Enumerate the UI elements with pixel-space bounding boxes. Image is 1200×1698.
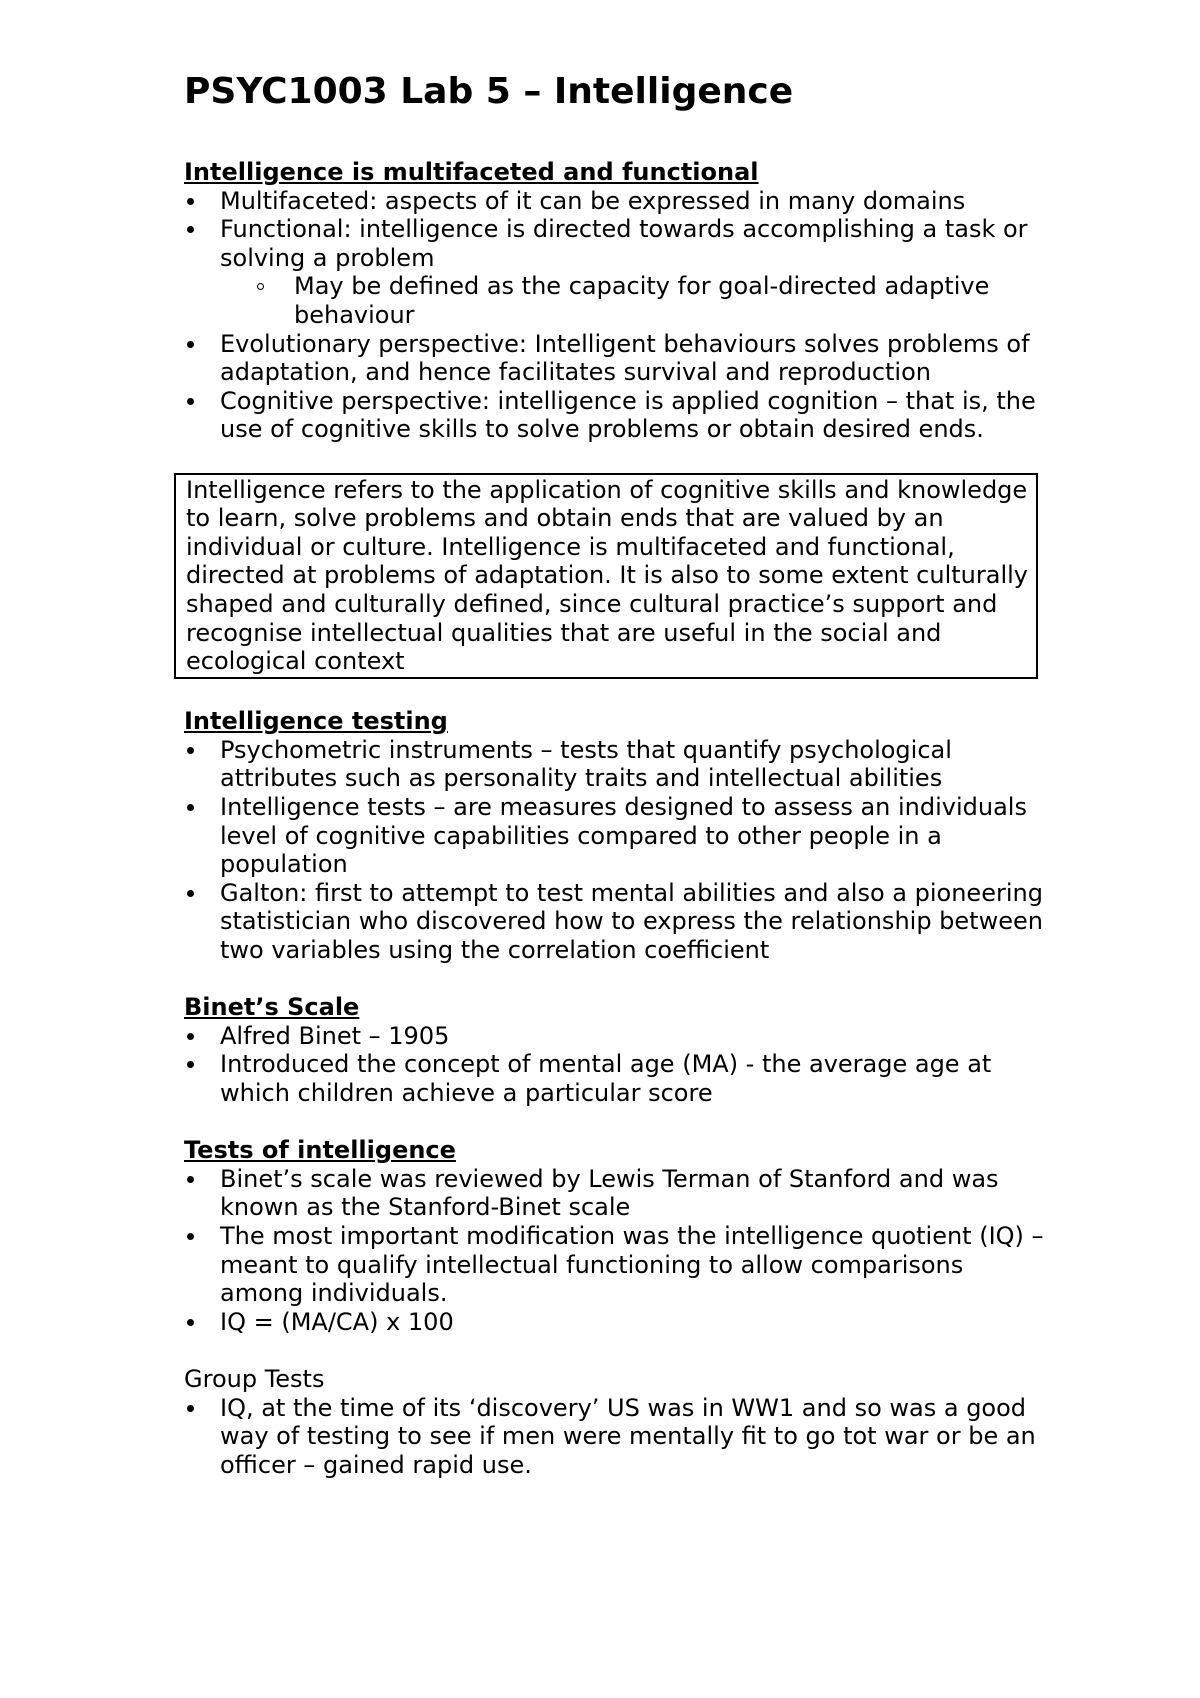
- definition-box: Intelligence refers to the application of cognitive skills and knowledge to learn, solve problems and obtain ends that are valued by an individual or culture. Intelligence is multifaceted and functional, directed at problems of adaptation. It is also to some extent culturally shaped and culturally defined, since cultural practice’s support and recognise intellectual qualities that are useful in the social and ecological context: [174, 473, 1038, 679]
- list-item: Intelligence tests – are measures designed to assess an individuals level of cognitive capabilities compared to other people in a population: [184, 793, 1044, 879]
- list-item: IQ, at the time of its ‘discovery’ US was in WW1 and so was a good way of testing to see if men were mentally fit to go tot war or be an officer – gained rapid use.: [184, 1394, 1044, 1480]
- document-title: PSYC1003 Lab 5 – Intelligence: [184, 71, 794, 112]
- section-intelligence-testing: [184, 707, 1044, 964]
- section-heading: Intelligence testing: [184, 707, 448, 736]
- list-item: Galton: first to attempt to test mental abilities and also a pioneering statistician who discovered how to express the relationship between two variables using the correlation coefficient: [184, 879, 1044, 965]
- sub-list-item: May be defined as the capacity for goal-directed adaptive behaviour: [184, 272, 1044, 329]
- list-item: IQ = (MA/CA) x 100: [184, 1308, 1044, 1337]
- list-item: Introduced the concept of mental age (MA) - the average age at which children achieve a particular score: [184, 1050, 1044, 1107]
- list-item: Multifaceted: aspects of it can be expressed in many domains: [184, 187, 1044, 216]
- section-heading: Tests of intelligence: [184, 1136, 456, 1165]
- document-content: [184, 66, 1044, 1508]
- list-item: The most important modification was the intelligence quotient (IQ) – meant to qualify intellectual functioning to allow comparisons among individuals.: [184, 1222, 1044, 1308]
- section-heading: Group Tests: [184, 1364, 325, 1393]
- bullet-list: [184, 1165, 1044, 1337]
- bullet-list: [184, 1394, 1044, 1480]
- section-group-tests: [184, 1365, 1044, 1479]
- list-item: Alfred Binet – 1905: [184, 1022, 1044, 1051]
- list-item: Binet’s scale was reviewed by Lewis Terman of Stanford and was known as the Stanford-Binet scale: [184, 1165, 1044, 1222]
- list-item: Evolutionary perspective: Intelligent behaviours solves problems of adaptation, and hence facilitates survival and reproduction: [184, 330, 1044, 387]
- bullet-list: [184, 736, 1044, 965]
- list-item: Functional: intelligence is directed towards accomplishing a task or solving a problem: [184, 215, 1044, 272]
- section-tests-of-intelligence: [184, 1136, 1044, 1336]
- bullet-list: [184, 187, 1044, 444]
- list-item: Cognitive perspective: intelligence is applied cognition – that is, the use of cognitive skills to solve problems or obtain desired ends.: [184, 387, 1044, 444]
- section-heading: Intelligence is multifaceted and functional: [184, 158, 759, 186]
- section-binets-scale: [184, 993, 1044, 1107]
- section-heading: Binet’s Scale: [184, 993, 360, 1022]
- section-multifaceted: [184, 158, 1044, 444]
- list-item: Psychometric instruments – tests that quantify psychological attributes such as personality traits and intellectual abilities: [184, 736, 1044, 793]
- bullet-list: [184, 1022, 1044, 1108]
